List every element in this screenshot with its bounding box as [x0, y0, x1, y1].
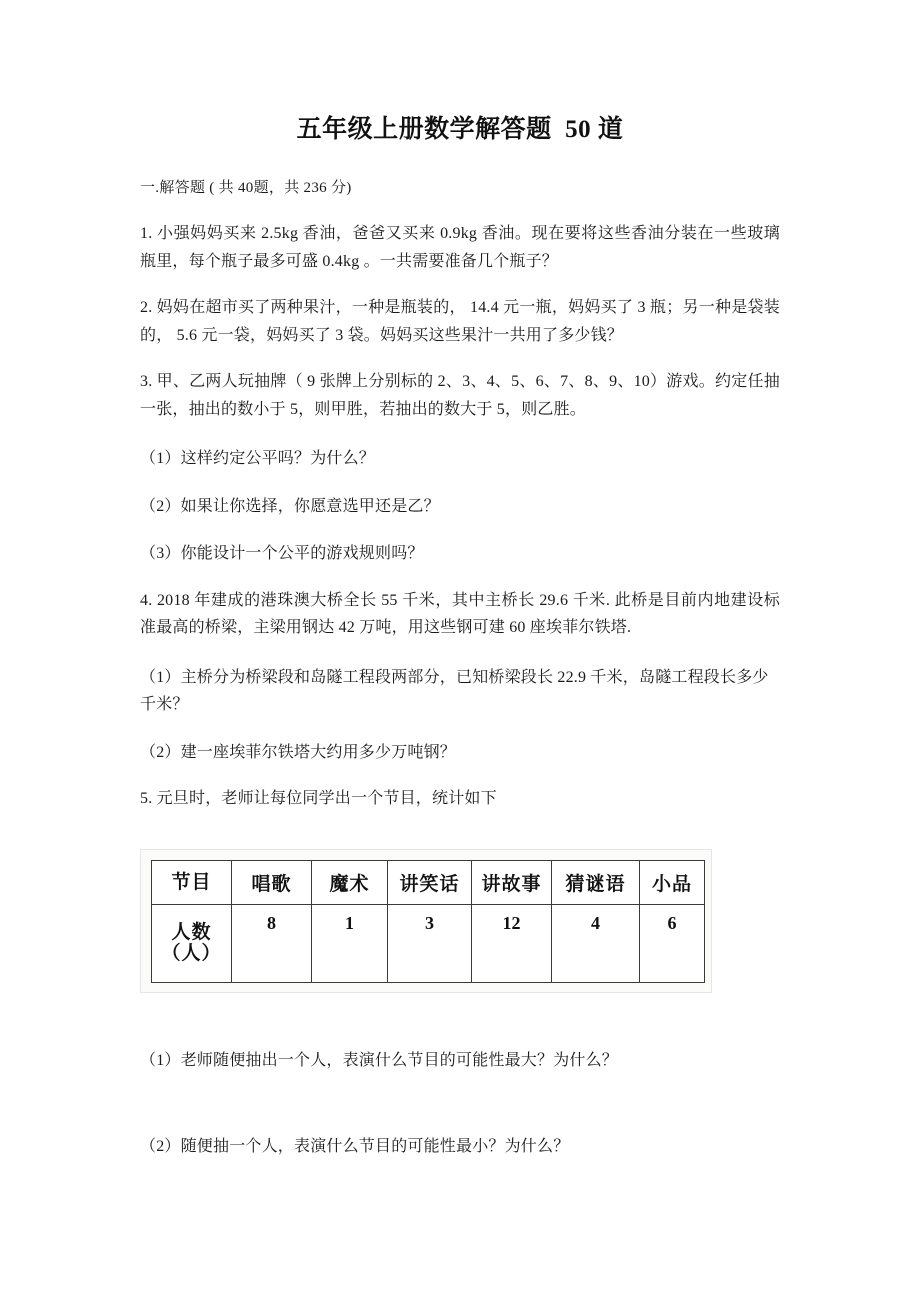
table-cell-value-3: 12: [472, 904, 552, 982]
table-cell-category-4: 猜谜语: [552, 860, 640, 904]
question-5: 5. 元旦时，老师让每位同学出一个节目，统计如下: [140, 790, 497, 808]
question-1: 1. 小强妈妈买来 2.5kg 香油，爸爸又买来 0.9kg 香油。现在要将这些香油分装在一些玻璃瓶里，每个瓶子最多可盛 0.4kg 。一共需要准备几个瓶子？: [140, 225, 780, 270]
table-cell-value-0: 8: [232, 904, 312, 982]
question-3-sub-3: （3）你能设计一个公平的游戏规则吗？: [140, 545, 424, 563]
table-cell-category-2: 讲笑话: [388, 860, 472, 904]
table-row-label-count-line2: （人）: [161, 943, 222, 965]
table-row-categories: [152, 860, 705, 904]
table-cell-category-5: 小品: [640, 860, 705, 904]
question-4: 4. 2018 年建成的港珠澳大桥全长 55 千米，其中主桥长 29.6 千米. 此桥是目前内地建设标准最高的桥梁，主梁用钢达 42 万吨，用这些钢可建 60 座埃菲尔铁塔.: [140, 591, 780, 637]
table-cell-value-2: 3: [388, 904, 472, 982]
table-row-label-count: [152, 904, 232, 982]
figure-image-frame: [140, 849, 712, 993]
table-cell-category-0: 唱歌: [232, 860, 312, 904]
question-3: 3. 甲、乙两人玩抽牌（ 9 张牌上分别标的 2、3、4、5、6、7、8、9、10）游戏。约定任抽一张，抽出的数小于 5，则甲胜，若抽出的数大于 5，则乙胜。: [140, 373, 780, 418]
question-3-sub-1: （1）这样约定公平吗？为什么？: [140, 450, 376, 468]
program-statistics-table: [151, 860, 705, 983]
statistics-table-figure: [140, 813, 780, 993]
table-cell-value-5: 6: [640, 904, 705, 982]
table-cell-category-3: 讲故事: [472, 860, 552, 904]
table-row-label-program: 节目: [152, 860, 232, 904]
question-5-sub-2: （2）随便抽一个人，表演什么节目的可能性最小？为什么？: [140, 1137, 570, 1155]
page-title: 五年级上册数学解答题 50 道: [296, 116, 624, 143]
table-cell-value-4: 4: [552, 904, 640, 982]
table-cell-value-1: 1: [312, 904, 388, 982]
question-5-sub-1: （1）老师随便抽出一个人，表演什么节目的可能性最大？为什么？: [140, 1051, 619, 1069]
question-4-sub-1: （1）主桥分为桥梁段和岛隧工程段两部分，已知桥梁段长 22.9 千米，岛隧工程段长多少千米？: [140, 668, 769, 714]
document-content: [140, 0, 780, 1160]
table-cell-category-1: 魔术: [312, 860, 388, 904]
question-3-sub-2: （2）如果让你选择，你愿意选甲还是乙？: [140, 497, 440, 515]
question-4-sub-2: （2）建一座埃菲尔铁塔大约用多少万吨钢？: [140, 743, 457, 761]
table-row-counts: [152, 904, 705, 982]
question-2: 2. 妈妈在超市买了两种果汁，一种是瓶装的， 14.4 元一瓶，妈妈买了 3 瓶；另一种是袋装的， 5.6 元一袋，妈妈买了 3 袋。妈妈买这些果汁一共用了多少钱？: [140, 299, 780, 344]
table-row-label-count-line1: 人数: [171, 921, 212, 943]
section-heading: 一.解答题 ( 共 40题，共 236 分): [140, 180, 352, 197]
